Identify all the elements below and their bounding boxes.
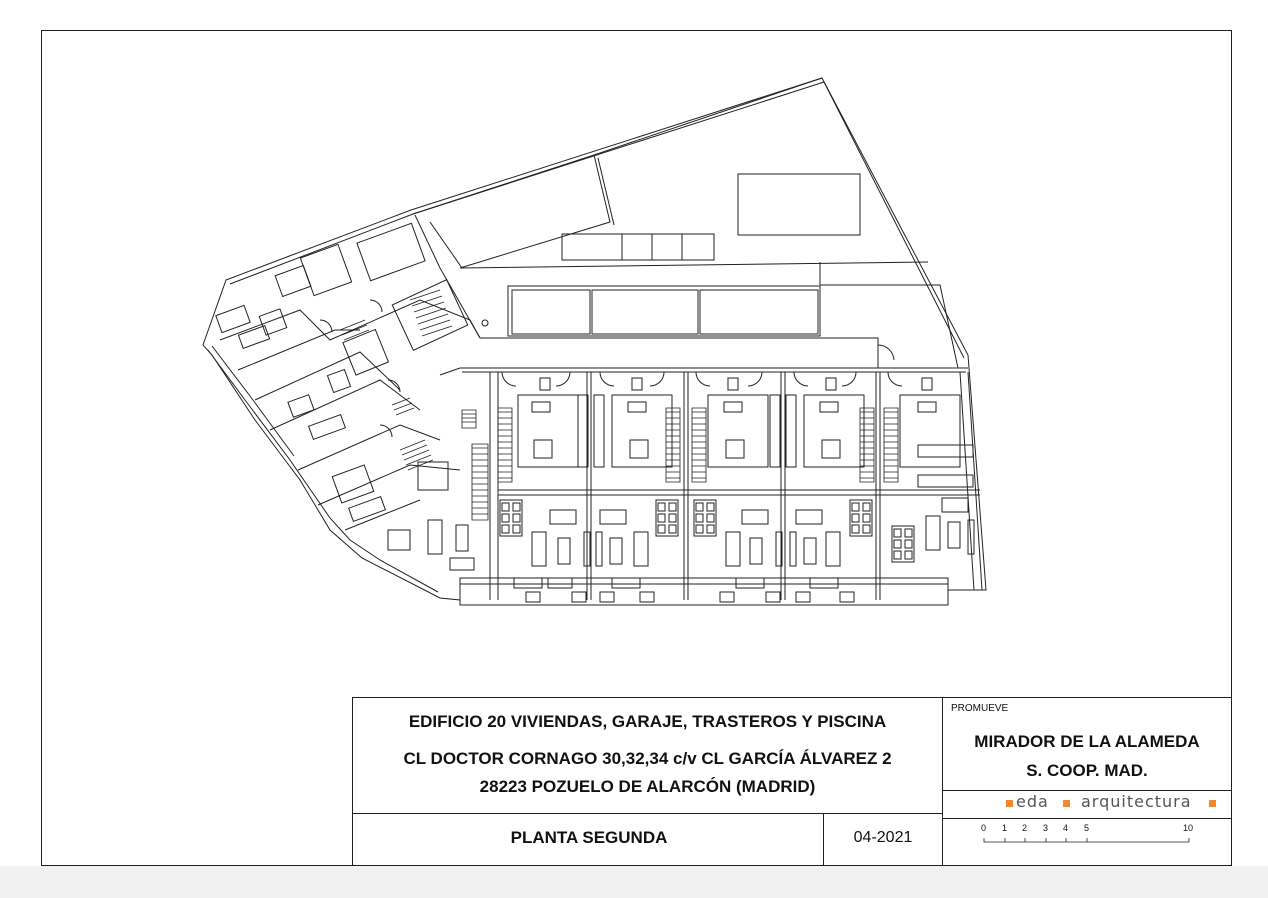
project-address: CL DOCTOR CORNAGO 30,32,34 c/v CL GARCÍA ÁLVAREZ 2 xyxy=(403,749,892,768)
logo-square-icon xyxy=(1063,800,1070,807)
logo-square-icon xyxy=(1006,800,1013,807)
scale-tick-label: 4 xyxy=(1063,823,1069,833)
plan-name: PLANTA SEGUNDA xyxy=(510,828,668,847)
scale-tick-label: 0 xyxy=(981,823,987,833)
promoter-type: S. COOP. MAD. xyxy=(1026,761,1148,780)
pool xyxy=(738,174,860,235)
plan-date: 04-2021 xyxy=(853,829,913,846)
scale-tick-label: 1 xyxy=(1002,823,1008,833)
bottom-band xyxy=(0,866,1268,898)
scale-tick-label: 2 xyxy=(1022,823,1028,833)
floor-plan xyxy=(203,78,986,605)
scale-tick-label: 5 xyxy=(1084,823,1090,833)
scale-tick-label: 3 xyxy=(1043,823,1049,833)
promoter-label: PROMUEVE xyxy=(951,703,1009,714)
architect-logo-arquitectura: arquitectura xyxy=(1081,792,1192,811)
logo-square-icon xyxy=(1209,800,1216,807)
project-title: EDIFICIO 20 VIVIENDAS, GARAJE, TRASTEROS Y PISCINA xyxy=(408,712,887,731)
promoter-name: MIRADOR DE LA ALAMEDA xyxy=(974,732,1200,751)
scale-tick-label: 10 xyxy=(1183,823,1194,833)
architect-logo-eda: eda xyxy=(1016,792,1049,811)
scale-bar xyxy=(984,838,1189,842)
project-city: 28223 POZUELO DE ALARCÓN (MADRID) xyxy=(479,777,816,796)
